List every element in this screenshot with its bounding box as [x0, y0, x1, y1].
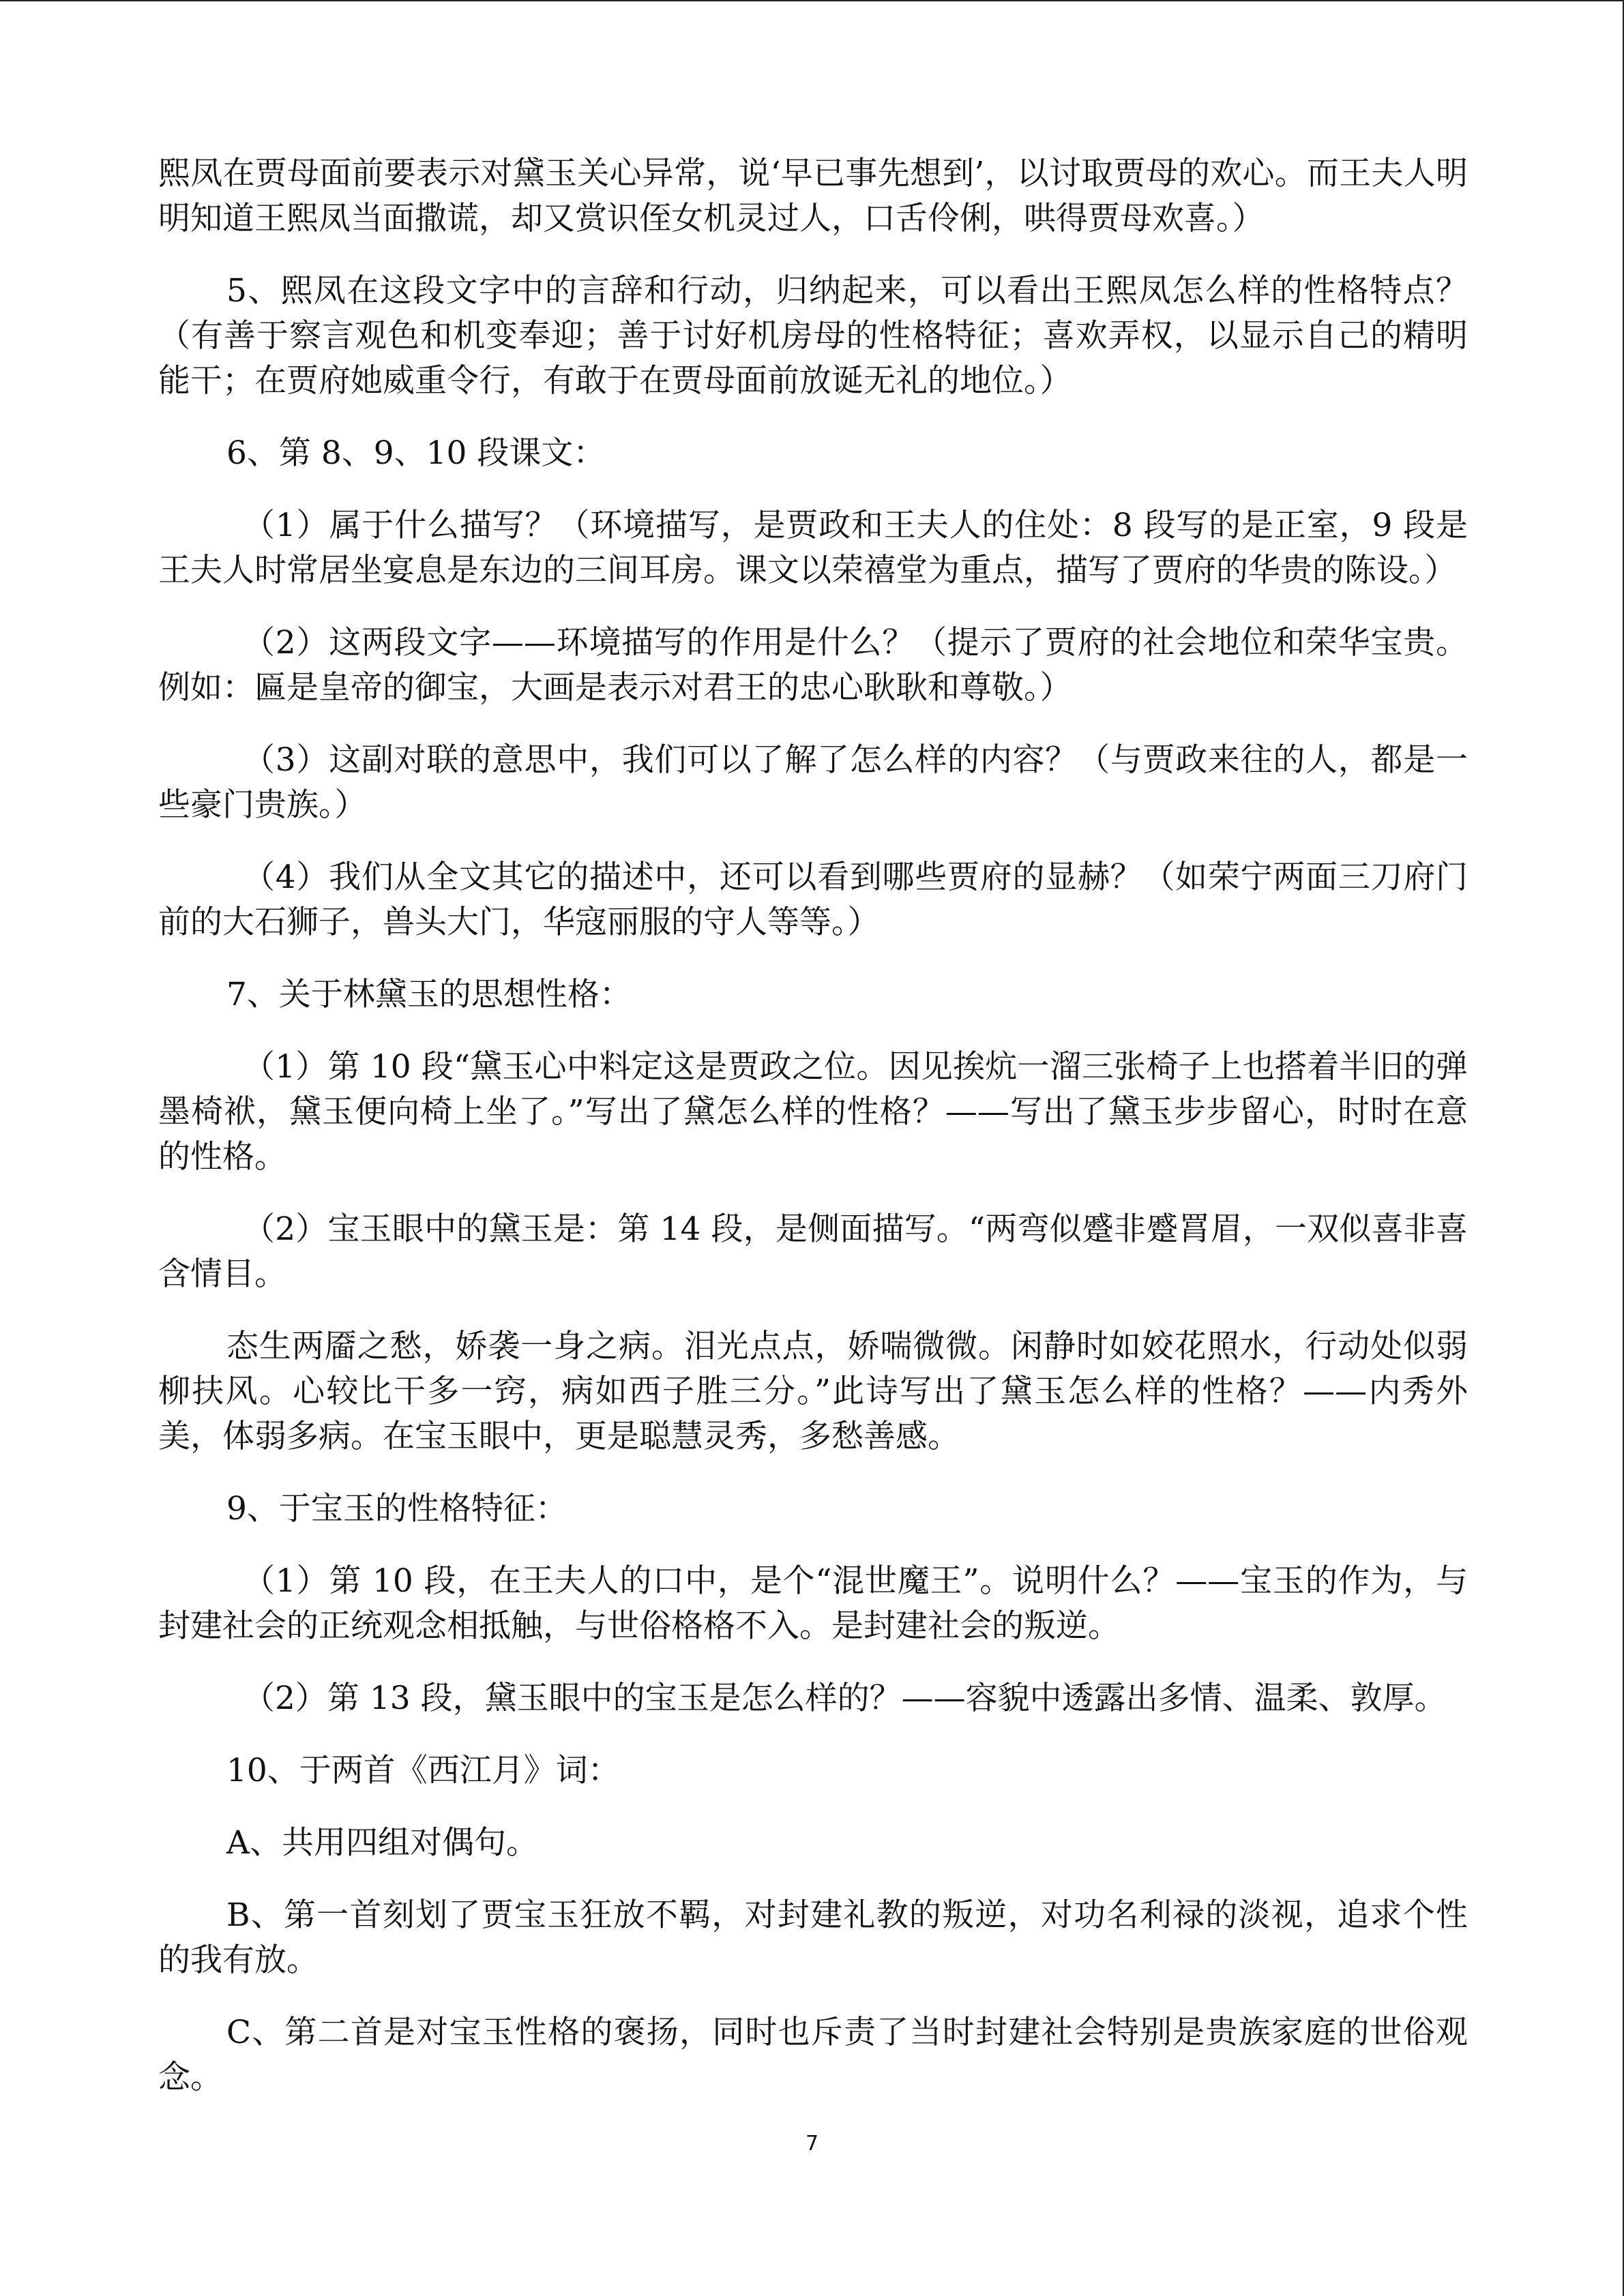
paragraph-q7-part-1: （1）第 10 段“黛玉心中料定这是贾政之位。因见挨炕一溜三张椅子上也搭着半旧的弹墨椅袱，黛玉便向椅上坐了。”写出了黛怎么样的性格？——写出了黛玉步步留心，时时在意的性格。: [158, 1048, 1468, 1176]
paragraph-q6-part-4: （4）我们从全文其它的描述中，还可以看到哪些贾府的显赫？（如荣宁两面三刀府门前的大石狮子，兽头大门，华寇丽服的守人等等。）: [158, 859, 1468, 941]
paragraph-q10-b: B、第一首刻划了贾宝玉狂放不羁，对封建礼教的叛逆，对功名利禄的淡视，追求个性的我有放。: [158, 1896, 1468, 1979]
page-number: 7: [805, 2132, 819, 2156]
paragraph-question-10: 10、于两首《西江月》词：: [226, 1752, 620, 1789]
paragraph-q6-part-1: （1）属于什么描写？（环境描写，是贾政和王夫人的住处：8 段写的是正室，9 段是王夫人时常居坐宴息是东边的三间耳房。课文以荣禧堂为重点，描写了贾府的华贵的陈设。）: [158, 507, 1468, 589]
paragraph-q10-a: A、共用四组对偶句。: [226, 1824, 538, 1862]
paragraph-question-5: 5、熙凤在这段文字中的言辞和行动，归纳起来，可以看出王熙凤怎么样的性格特点？（有善于察言观色和机变奉迎；善于讨好机房母的性格特征；喜欢弄权，以显示自己的精明能干；在贾府她威重令行，有敢于在贾母面前放诞无礼的地位。）: [158, 272, 1468, 400]
paragraph-q9-part-2: （2）第 13 段，黛玉眼中的宝玉是怎么样的？——容貌中透露出多情、温柔、敦厚。: [243, 1680, 1447, 1717]
paragraph-q9-part-1: （1）第 10 段，在王夫人的口中，是个“混世魔王”。说明什么？——宝玉的作为，与封建社会的正统观念相抵触，与世俗格格不入。是封建社会的叛逆。: [158, 1562, 1468, 1645]
paragraph-q10-c: C、第二首是对宝玉性格的褒扬，同时也斥责了当时封建社会特别是贵族家庭的世俗观念。: [158, 2014, 1468, 2096]
document-body: [158, 151, 1468, 2100]
paragraph-continuation: 熙凤在贾母面前要表示对黛玉关心异常，说‘早已事先想到’，以讨取贾母的欢心。而王夫人明明知道王熙凤当面撒谎，却又赏识侄女机灵过人，口舌伶俐，哄得贾母欢喜。）: [158, 155, 1468, 237]
paragraph-q6-part-3: （3）这副对联的意思中，我们可以了解了怎么样的内容？（与贾政来往的人，都是一些豪门贵族。）: [158, 741, 1468, 824]
paragraph-q6-part-2: （2）这两段文字——环境描写的作用是什么？（提示了贾府的社会地位和荣华宝贵。例如：匾是皇帝的御宝，大画是表示对君王的忠心耿耿和尊敬。）: [158, 624, 1468, 706]
paragraph-question-7: 7、关于林黛玉的思想性格：: [226, 976, 632, 1013]
paragraph-q7-part-2: （2）宝玉眼中的黛玉是：第 14 段，是侧面描写。“两弯似蹙非蹙罥眉，一双似喜非喜含情目。: [158, 1210, 1468, 1293]
paragraph-poem-quote: 态生两靥之愁，娇袭一身之病。泪光点点，娇喘微微。闲静时如姣花照水，行动处似弱柳扶风。心较比干多一窍，病如西子胜三分。”此诗写出了黛玉怎么样的性格？——内秀外美，体弱多病。在宝玉眼中，更是聪慧灵秀，多愁善感。: [158, 1328, 1468, 1455]
paragraph-question-6: 6、第 8、9、10 段课文：: [226, 434, 606, 472]
paragraph-question-9: 9、于宝玉的性格特征：: [226, 1490, 567, 1527]
